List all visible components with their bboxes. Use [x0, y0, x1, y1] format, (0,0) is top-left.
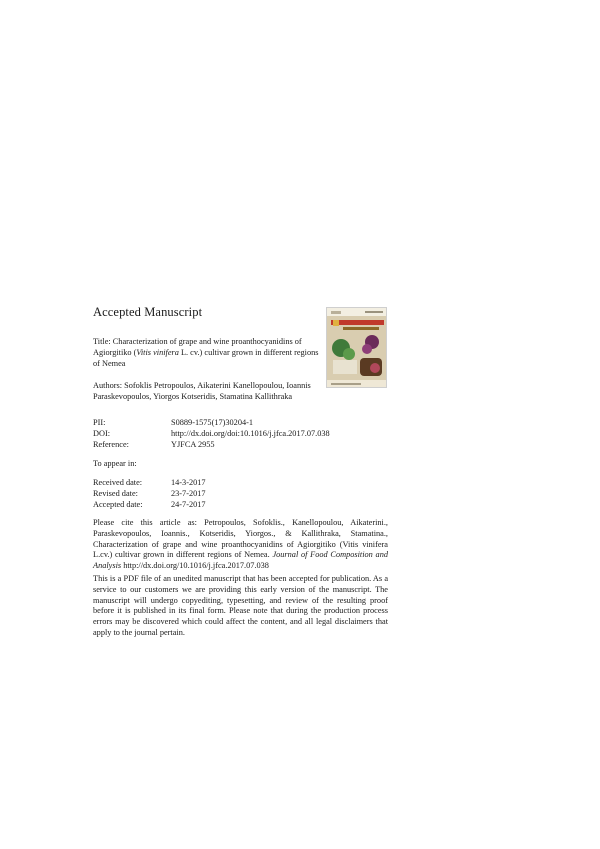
- identifier-value: YJFCA 2955: [171, 440, 215, 449]
- authors-label: Authors:: [93, 381, 123, 390]
- to-appear-label: To appear in:: [93, 459, 137, 468]
- identifier-row: [93, 429, 393, 440]
- journal-cover-icon: [326, 307, 387, 388]
- article-authors: [93, 381, 321, 403]
- title-text-part2: L. cv.) cultivar grown in different regions of Nemea: [93, 347, 319, 368]
- date-label: Received date:: [93, 478, 143, 487]
- date-label: Accepted date:: [93, 500, 143, 509]
- doi-link[interactable]: http://dx.doi.org/doi:10.1016/j.jfca.2017.07.038: [171, 429, 330, 438]
- unedited-manuscript-notice: This is a PDF file of an unedited manuscript that has been accepted for publication. As a service to our customers we are providing this early version of the manuscript. The manuscript will undergo copyediting, typesetting, and review of the resulting proof before it is published in its final form. Please note that during the production process errors may be discovered which could affect the content, and all legal disclaimers that apply to the journal pertain.: [93, 574, 388, 637]
- authors-text: Sofoklis Petropoulos, Aikaterini Kanellopoulou, Ioannis Paraskevopoulos, Yiorgos Kotseridis, Stamatina Kallithraka: [93, 381, 311, 401]
- date-label: Revised date:: [93, 489, 138, 498]
- date-row: [93, 500, 393, 511]
- citation-journal: Journal of Food Composition and Analysis: [93, 550, 388, 571]
- identifier-label: PII:: [93, 418, 106, 427]
- article-title: [93, 337, 321, 369]
- title-label: Title:: [93, 337, 111, 346]
- title-text-italic: Vitis vinifera: [136, 347, 179, 357]
- identifier-row: [93, 418, 393, 429]
- identifier-label: DOI:: [93, 429, 111, 438]
- citation-text: Please cite this article as: Petropoulos, Sofoklis., Kanellopoulou, Aikaterini., Paraskevopoulos, Ioannis., Kotseridis, Yiorgos., & Kallithraka, Stamatina., Characterization of grape and wine proanthocyanidins of Agiorgitiko (Vitis vinifera L.cv.) cultivar grown in different regions of Nemea.: [93, 518, 388, 560]
- date-value: 14-3-2017: [171, 478, 206, 487]
- date-value: 23-7-2017: [171, 489, 206, 498]
- date-row: [93, 489, 393, 500]
- date-value: 24-7-2017: [171, 500, 206, 509]
- citation-doi-link[interactable]: http://dx.doi.org/10.1016/j.jfca.2017.07.038: [121, 561, 269, 571]
- date-row: [93, 478, 393, 489]
- identifier-row: [93, 440, 393, 451]
- citation-paragraph: [93, 518, 388, 572]
- page-heading: Accepted Manuscript: [93, 305, 203, 319]
- title-text-part1: Characterization of grape and wine proanthocyanidins of Agiorgitiko (: [93, 337, 302, 357]
- identifier-value: S0889-1575(17)30204-1: [171, 418, 254, 427]
- identifier-label: Reference:: [93, 440, 129, 449]
- journal-cover-image: [327, 308, 387, 388]
